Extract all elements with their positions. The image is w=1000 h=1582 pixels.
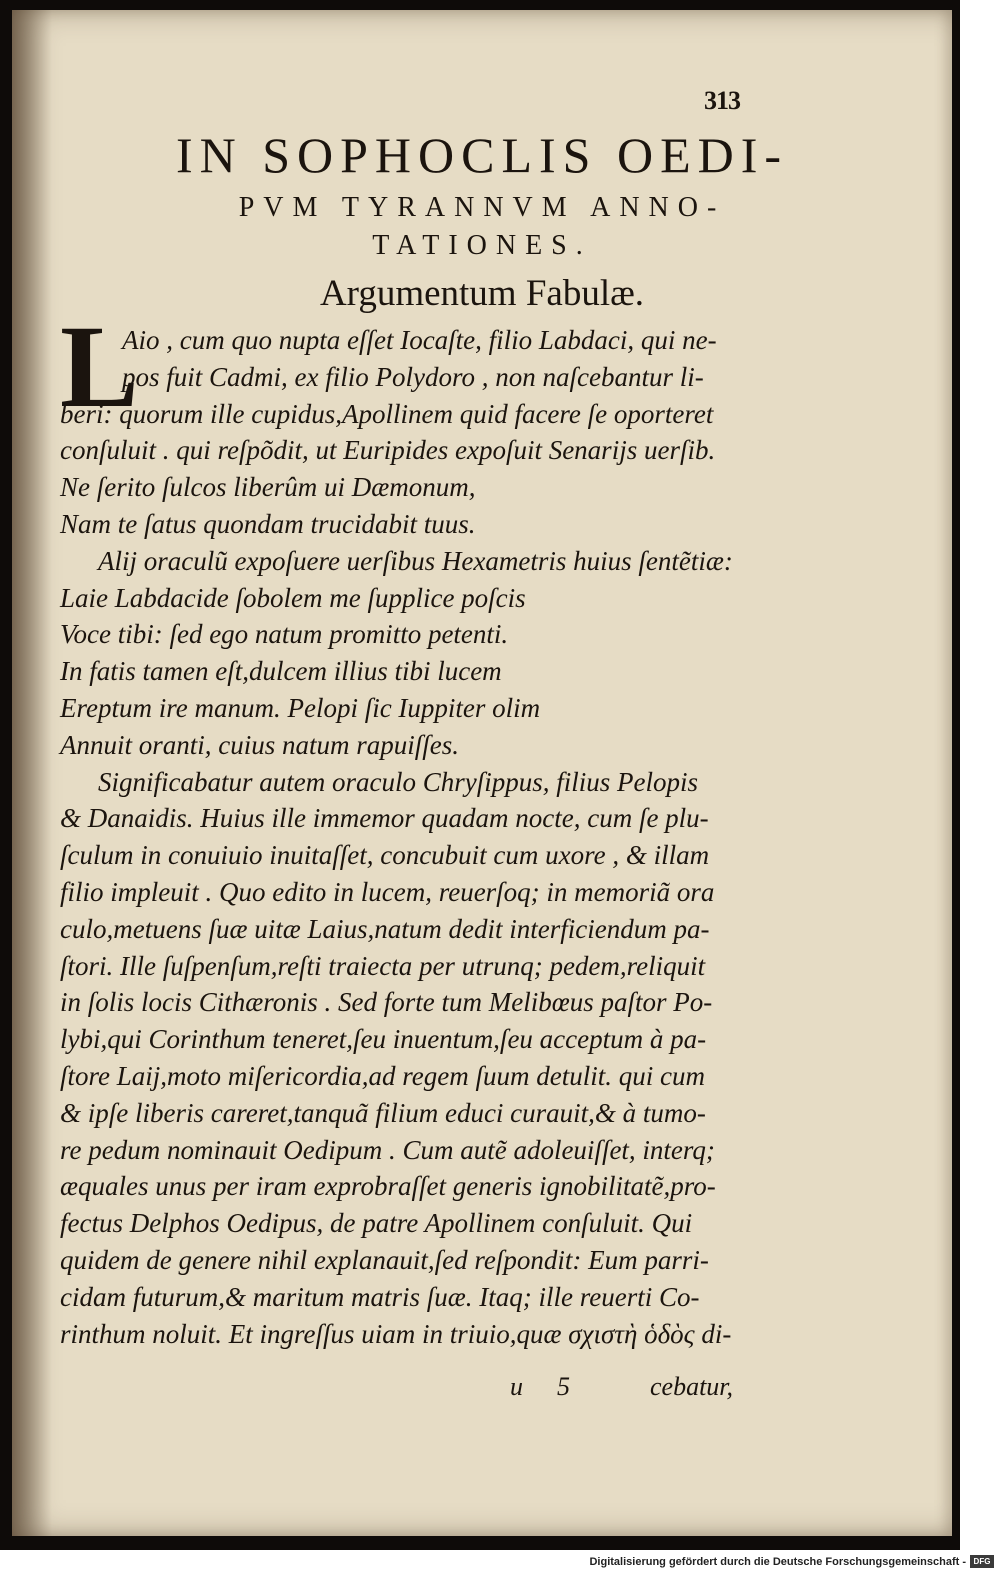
page-number: 313 xyxy=(704,86,740,115)
text-line: æquales unus per iram exprobraſſet generis ignobilitatẽ,pro- xyxy=(60,1171,716,1202)
text-line: quidem de genere nihil explanauit,ſed reſpondit: Eum parri- xyxy=(60,1244,709,1275)
text-line: filio impleuit . Quo edito in lucem, reuerſoq; in memoriã ora xyxy=(60,876,715,907)
title-line-2: PVM TYRANNVM ANNO- xyxy=(238,192,726,223)
text-line: beri: quorum ille cupidus,Apollinem quid facere ſe oporteret xyxy=(60,398,714,429)
text-line: Alij oraculũ expoſuere uerſibus Hexametris huius ſentẽtiæ: xyxy=(98,545,733,576)
text-line: ſculum in conuiuio inuitaſſet, concubuit cum uxore , & illam xyxy=(60,840,710,871)
text-line: pos fuit Cadmi, ex filio Polydoro , non naſcebantur li- xyxy=(122,361,704,392)
dfg-logo: DFG xyxy=(970,1555,994,1568)
verse-line: In fatis tamen eſt,dulcem illius tibi lucem xyxy=(60,656,502,687)
text-line: fectus Delphos Oedipus, de patre Apollinem conſuluit. Qui xyxy=(60,1208,693,1239)
signature-mark: u xyxy=(510,1372,523,1401)
verse-line: Ne ſerito ſulcos liberûm ui Dæmonum, xyxy=(60,472,476,503)
verse-line: Annuit oranti, cuius natum rapuiſſes. xyxy=(60,729,460,760)
verse-line: Nam te ſatus quondam trucidabit tuus. xyxy=(60,508,476,539)
signature-number: 5 xyxy=(557,1372,570,1401)
text-line: Significabatur autem oraculo Chryſippus, filius Pelopis xyxy=(98,766,698,797)
section-heading: Argumentum Fabulæ. xyxy=(319,273,645,314)
text-line: conſuluit . qui reſpõdit, ut Euripides expoſuit Senarijs uerſib. xyxy=(60,435,716,466)
verse-line: Ereptum ire manum. Pelopi ſic Iuppiter olim xyxy=(60,692,541,723)
text-line: in ſolis locis Cithæronis . Sed forte tum Melibœus paſtor Po- xyxy=(60,987,713,1018)
text-line: ſtori. Ille ſuſpenſum,reſti traiecta per utrunq; pedem,reliquit xyxy=(60,950,706,981)
digitization-credit: Digitalisierung gefördert durch die Deutsche Forschungsgemeinschaft - xyxy=(589,1556,966,1568)
title-line-3: TATIONES. xyxy=(372,230,592,261)
body-text xyxy=(60,322,760,1352)
drop-cap: L xyxy=(60,301,139,432)
text-line: cidam futurum,& maritum matris ſuæ. Itaq; ille reuerti Co- xyxy=(60,1281,700,1312)
verse-line: Voce tibi: ſed ego natum promitto petenti. xyxy=(60,619,509,650)
text-line: lybi,qui Corinthum teneret,ſeu inuentum,ſeu acceptum à pa- xyxy=(60,1024,707,1055)
text-line: & ipſe liberis careret,tanquã filium educi curauit,& à tumo- xyxy=(60,1097,706,1128)
text-line: culo,metuens ſuæ uitæ Laius,natum dedit interficiendum pa- xyxy=(60,913,710,944)
text-line: ſtore Laij,moto miſericordia,ad regem ſuum detulit. qui cum xyxy=(60,1060,705,1091)
text-line: & Danaidis. Huius ille immemor quadam nocte, cum ſe plu- xyxy=(60,803,709,834)
title-line-1: IN SOPHOCLIS OEDI- xyxy=(175,127,789,183)
text-line: Aio , cum quo nupta eſſet Iocaſte, filio Labdaci, qui ne- xyxy=(122,325,717,355)
verse-line: Laie Labdacide ſobolem me ſupplice poſcis xyxy=(60,582,526,613)
book-page xyxy=(12,10,952,1536)
text-line: re pedum nominauit Oedipum . Cum autẽ adoleuiſſet, interq; xyxy=(60,1134,715,1165)
text-line: rinthum noluit. Et ingreſſus uiam in triuio,quæ σχιστὴ ὁδὸς di- xyxy=(60,1318,732,1349)
catchword: cebatur, xyxy=(650,1372,734,1401)
